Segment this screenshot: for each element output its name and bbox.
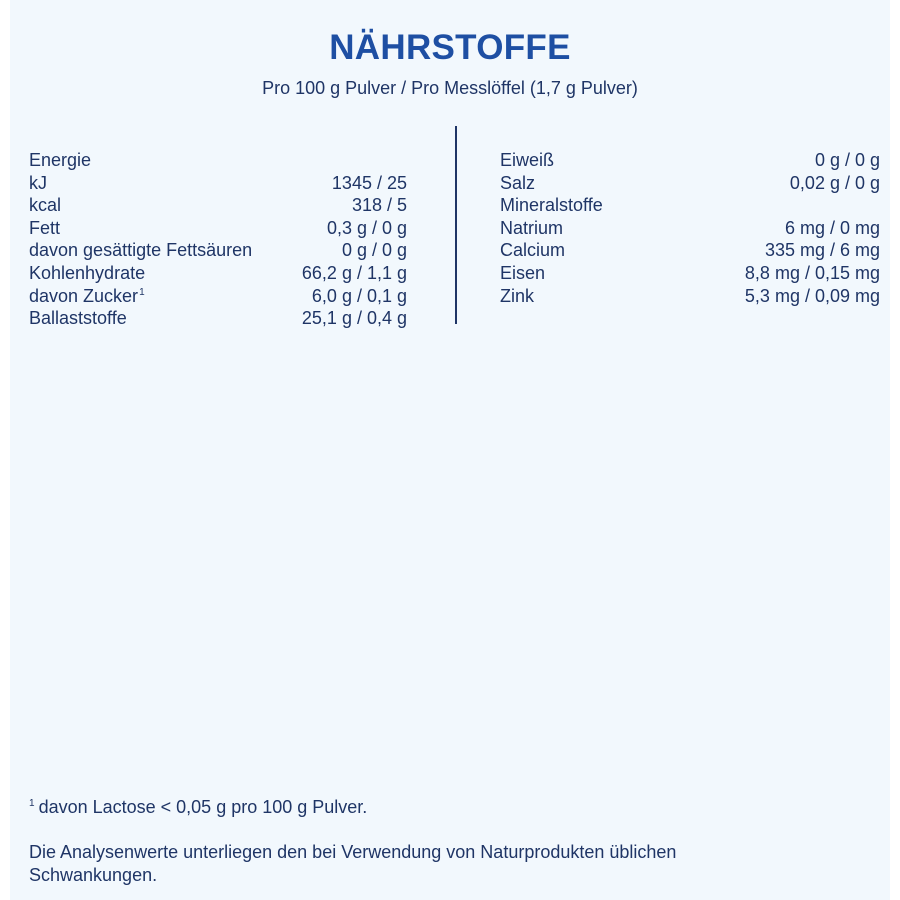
nutrient-label-text: Kohlenhydrate (29, 262, 146, 283)
nutrient-label (29, 172, 47, 195)
nutrient-label-text: Natrium (500, 217, 564, 238)
nutrition-column-left (29, 149, 407, 330)
nutrient-row (29, 239, 407, 262)
nutrient-row (500, 217, 880, 240)
nutrient-row (29, 149, 407, 172)
nutrient-row (29, 172, 407, 195)
nutrient-row (29, 262, 407, 285)
nutrient-label-text: kJ (29, 172, 47, 193)
footnote-reference: 1 (139, 286, 145, 298)
nutrient-value: 335 mg / 6 mg (764, 240, 880, 261)
nutrient-row (500, 149, 880, 172)
nutrient-value: 0,3 g / 0 g (326, 217, 407, 238)
nutrient-label (29, 149, 91, 172)
nutrient-label-text: davon gesättigte Fettsäuren (29, 240, 253, 261)
nutrient-row (500, 262, 880, 285)
column-divider (455, 126, 457, 324)
nutrient-label (500, 262, 545, 285)
nutrient-label (29, 194, 61, 217)
nutrient-value: 6,0 g / 0,1 g (311, 285, 407, 306)
nutrient-value: 25,1 g / 0,4 g (301, 308, 407, 329)
nutrient-label (29, 262, 145, 285)
nutrient-value: 0 g / 0 g (814, 150, 880, 170)
footnote-marker: 1 (29, 798, 35, 809)
nutrient-label-text: Mineralstoffe (500, 195, 603, 216)
nutrient-label-text: Zink (500, 285, 535, 306)
nutrient-row (500, 172, 880, 195)
nutrient-label (29, 239, 252, 262)
nutrient-value: 0,02 g / 0 g (789, 172, 880, 193)
nutrient-label-text: Ballaststoffe (29, 308, 127, 329)
nutrient-value: 8,8 mg / 0,15 mg (744, 262, 880, 283)
nutrient-row (29, 307, 407, 330)
nutrient-label-text: davon Zucker (29, 285, 139, 306)
nutrient-row (29, 285, 407, 308)
nutrient-label (500, 285, 534, 308)
nutrient-value: 0 g / 0 g (341, 240, 407, 261)
nutrient-label-text: Energie (29, 150, 92, 170)
page-subtitle: Pro 100 g Pulver / Pro Messlöffel (1,7 g Pulver) (262, 78, 638, 98)
nutrient-value: 66,2 g / 1,1 g (301, 262, 407, 283)
nutrient-label (500, 239, 565, 262)
nutrient-row (500, 194, 880, 217)
nutrient-label (500, 172, 535, 195)
nutrient-value: 6 mg / 0 mg (784, 217, 880, 238)
nutrient-row (500, 239, 880, 262)
nutrient-row (29, 194, 407, 217)
nutrient-label-text: Calcium (500, 240, 566, 261)
nutrient-label (500, 149, 554, 172)
nutrient-label (29, 307, 127, 330)
nutrient-label-text: kcal (29, 195, 62, 216)
footnote (29, 796, 367, 818)
nutrient-label-text: Eisen (500, 262, 546, 283)
nutrient-label-text: Eiweiß (500, 150, 555, 170)
analysis-note: Die Analysenwerte unterliegen den bei Verwendung von Naturprodukten üblichen Schwankungen. (29, 842, 677, 885)
nutrient-row (29, 217, 407, 240)
nutrient-label (500, 194, 603, 217)
nutrient-label (29, 285, 145, 308)
nutrient-row (500, 285, 880, 308)
nutrient-label (29, 217, 60, 240)
nutrient-value: 318 / 5 (351, 195, 407, 216)
nutrient-label (500, 217, 563, 240)
nutrient-value: 1345 / 25 (331, 172, 407, 193)
page-title: NÄHRSTOFFE (329, 28, 571, 67)
nutrient-label-text: Fett (29, 217, 61, 238)
nutrition-column-right (500, 149, 880, 307)
nutrition-panel (10, 0, 890, 900)
footnote-text: davon Lactose < 0,05 g pro 100 g Pulver. (38, 797, 368, 817)
nutrient-value: 5,3 mg / 0,09 mg (744, 285, 880, 306)
nutrient-label-text: Salz (500, 172, 536, 193)
